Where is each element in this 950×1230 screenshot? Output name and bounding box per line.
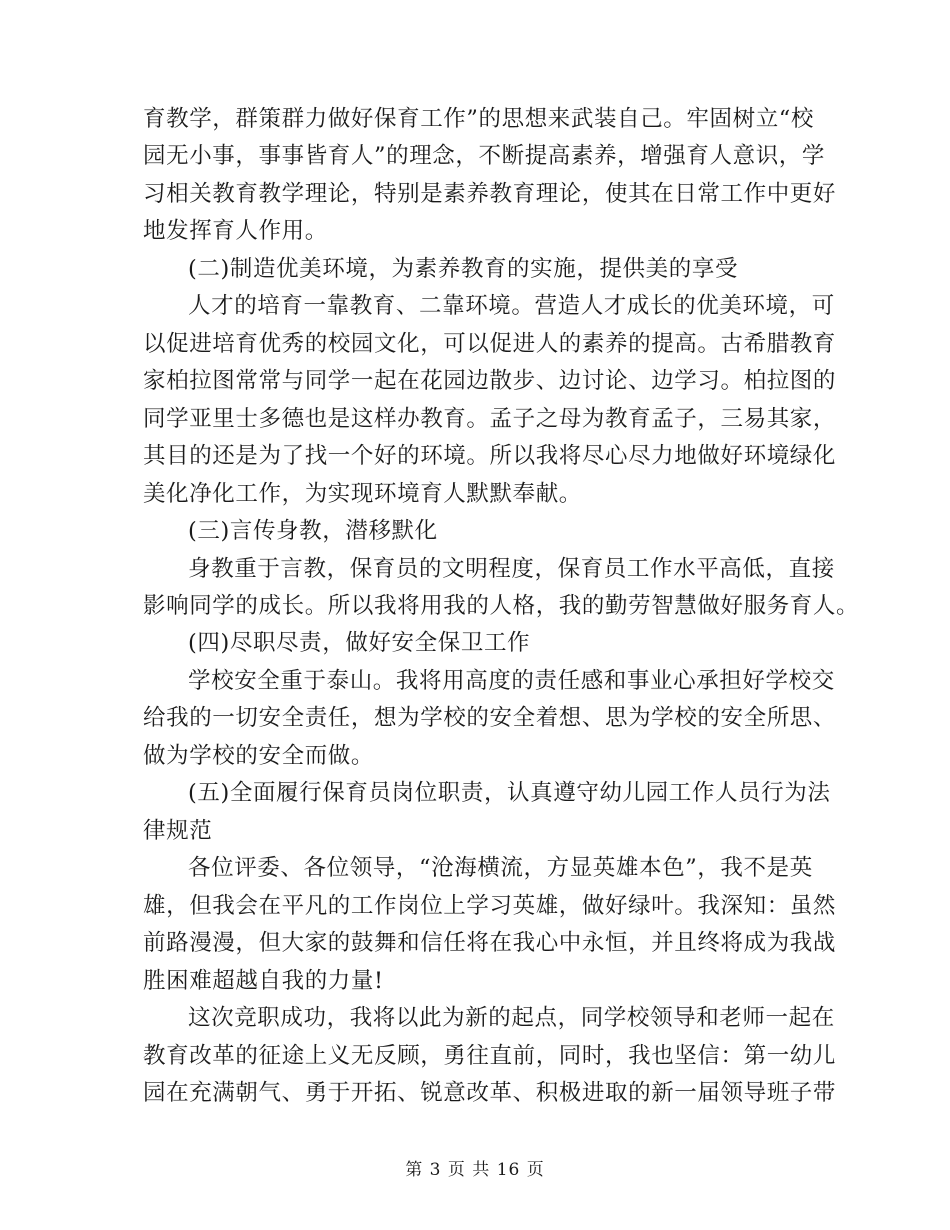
section-heading: (二)制造优美环境，为素养教育的实施，提供美的享受 [188, 256, 739, 282]
page-number-footer: 第 3 页 共 16 页 [405, 1160, 545, 1180]
text-line: 胜困难超越自我的力量! [143, 968, 384, 994]
text-line: 美化净化工作，为实现环境育人默默奉献。 [143, 481, 582, 507]
text-line: 园无小事，事事皆育人”的理念，不断提高素养，增强育人意识，学 [143, 143, 826, 169]
text-line: 人才的培育一靠教育、二靠环境。营造人才成长的优美环境，可 [188, 293, 835, 319]
text-line: 以促进培育优秀的校园文化，可以促进人的素养的提高。古希腊教育 [143, 331, 837, 357]
text-line: 做为学校的安全而做。 [143, 743, 375, 769]
text-line: 教育改革的征途上义无反顾，勇往直前，同时，我也坚信：第一幼儿 [143, 1043, 837, 1069]
section-heading-continued: 律规范 [143, 818, 213, 844]
text-line: 地发挥育人作用。 [143, 218, 328, 244]
text-line: 影响同学的成长。所以我将用我的人格，我的勤劳智慧做好服务育人。 [143, 593, 860, 619]
text-line: 习相关教育教学理论，特别是素养教育理论，使其在日常工作中更好 [143, 181, 837, 207]
text-line: 学校安全重于泰山。我将用高度的责任感和事业心承担好学校交 [188, 668, 835, 694]
text-line: 各位评委、各位领导，“沧海横流，方显英雄本色”，我不是英 [188, 855, 813, 881]
text-line: 园在充满朝气、勇于开拓、锐意改革、积极进取的新一届领导班子带 [143, 1080, 837, 1106]
text-line: 这次竞职成功，我将以此为新的起点，同学校领导和老师一起在 [188, 1005, 835, 1031]
text-line: 其目的还是为了找一个好的环境。所以我将尽心尽力地做好环境绿化 [143, 443, 837, 469]
text-line: 同学亚里士多德也是这样办教育。孟子之母为教育孟子，三易其家， [143, 406, 837, 432]
section-heading: (三)言传身教，潜移默化 [188, 518, 438, 544]
text-line: 身教重于言教，保育员的文明程度，保育员工作水平高低，直接 [188, 556, 835, 582]
text-line: 家柏拉图常常与同学一起在花园边散步、边讨论、边学习。柏拉图的 [143, 368, 837, 394]
text-line: 育教学，群策群力做好保育工作”的思想来武装自己。牢固树立“校 [143, 106, 815, 132]
section-heading: (五)全面履行保育员岗位职责，认真遵守幼儿园工作人员行为法 [188, 780, 831, 806]
text-line: 前路漫漫，但大家的鼓舞和信任将在我心中永恒，并且终将成为我战 [143, 930, 837, 956]
text-line: 雄，但我会在平凡的工作岗位上学习英雄，做好绿叶。我深知：虽然 [143, 893, 837, 919]
section-heading: (四)尽职尽责，做好安全保卫工作 [188, 630, 531, 656]
text-line: 给我的一切安全责任，想为学校的安全着想、思为学校的安全所思、 [143, 705, 837, 731]
